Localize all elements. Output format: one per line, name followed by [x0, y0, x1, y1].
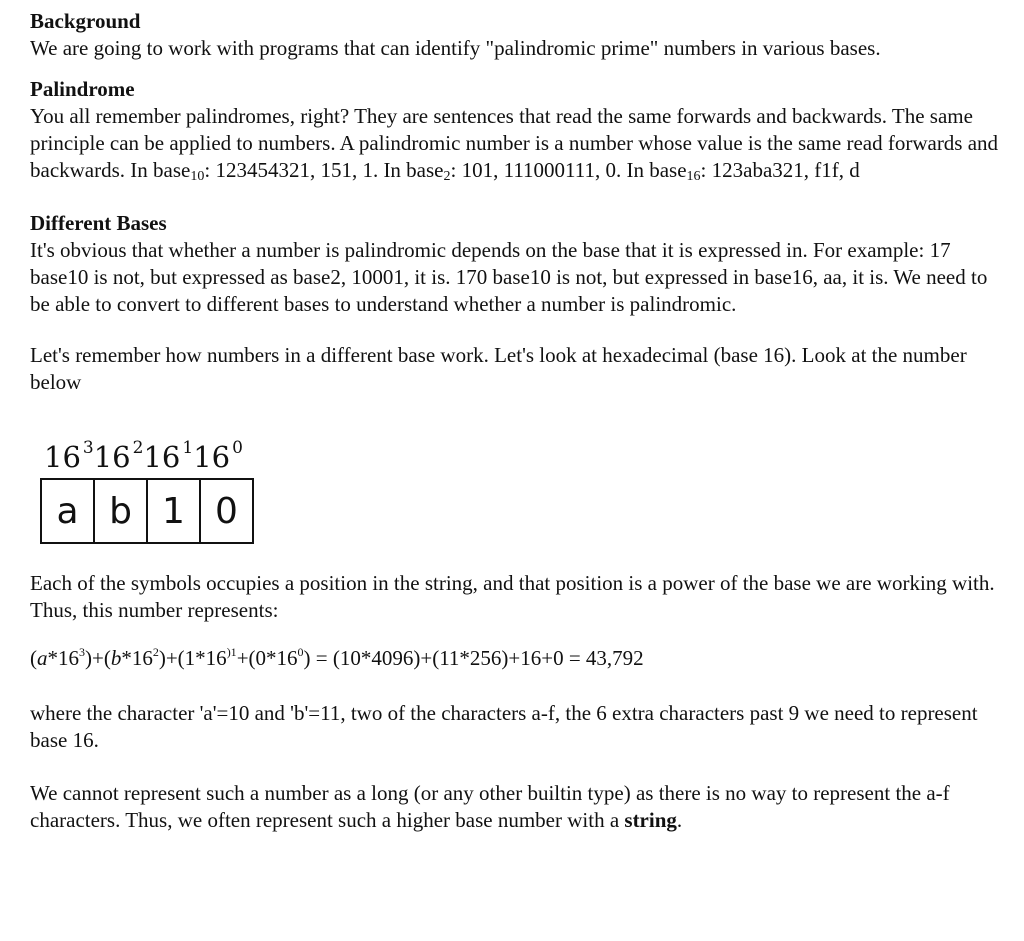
- cannot-text: We cannot represent such a number as a long (or any other builtin type) as there is no way to represent the a-f characters. Thus, we often represent such a higher base number with a: [30, 781, 950, 832]
- place-power-exponent: 2: [132, 438, 144, 458]
- background-text: We are going to work with programs that can identify "palindromic prime" numbers in various bases.: [30, 36, 881, 60]
- place-power-2: [94, 440, 144, 474]
- formula-part: )+(1*16: [158, 646, 227, 670]
- each-symbol-text: Each of the symbols occupies a position in the string, and that position is a power of the base we are working with. Thus, this number represents:: [30, 571, 995, 622]
- palindrome-text: [30, 103, 1010, 184]
- document-page: [30, 8, 1010, 834]
- formula-part: *16: [47, 646, 79, 670]
- formula-part: (: [30, 646, 37, 670]
- subscript-16: 16: [686, 169, 701, 184]
- palindrome-text-b: : 123454321, 151, 1. In base: [204, 158, 444, 182]
- place-power-base: 16: [93, 440, 131, 474]
- different-bases-heading: Different Bases: [30, 211, 167, 235]
- palindrome-text-a: You all remember palindromes, right? They are sentences that read the same forwards and backwards. The same principle can be applied to numbers. A palindromic number is a number whose value is the same read forwards and backwards. In base: [30, 104, 999, 182]
- cannot-represent-text: [30, 780, 1010, 834]
- place-power-base: 16: [193, 440, 231, 474]
- formula-var-b: b: [110, 646, 122, 670]
- string-keyword: string: [624, 808, 677, 832]
- different-bases-text: It's obvious that whether a number is palindromic depends on the base that it is expressed in. For example: 17 base10 is not, but expressed as base2, 10001, it is. 170 base10 is not, but expressed in base16, aa, it is. We need to be able to convert to different bases to understand whether a number is palindromic.: [30, 238, 988, 316]
- place-power-base: 16: [143, 440, 181, 474]
- hex-digit-boxes: [40, 478, 254, 544]
- place-power-0: [193, 440, 243, 474]
- formula-exponent: 0: [297, 645, 304, 659]
- subscript-2: 2: [443, 169, 451, 184]
- place-power-1: [143, 440, 193, 474]
- formula-exponent: 2: [152, 645, 159, 659]
- formula-var-a: a: [37, 646, 48, 670]
- hex-digit-box: 1: [148, 478, 201, 544]
- place-power-exponent: 0: [232, 438, 243, 458]
- place-value-powers: [44, 440, 243, 474]
- palindrome-text-c: : 101, 111000111, 0. In base: [450, 158, 687, 182]
- subscript-10: 10: [190, 169, 205, 184]
- place-power-exponent: 3: [82, 438, 94, 458]
- place-power-3: [44, 440, 94, 474]
- background-heading: Background: [30, 9, 141, 33]
- place-power-base: 16: [44, 440, 81, 474]
- section-palindrome: [30, 76, 1010, 184]
- remember-text: Let's remember how numbers in a different base work. Let's look at hexadecimal (base 16). Look at the number below: [30, 343, 967, 394]
- formula-part: )+(: [85, 646, 111, 670]
- formula-exponent: 3: [79, 645, 85, 659]
- palindrome-text-d: : 123aba321, f1f, d: [700, 158, 860, 182]
- palindrome-heading: Palindrome: [30, 77, 135, 101]
- hex-place-value-diagram: [30, 434, 1010, 552]
- cannot-end: .: [676, 808, 683, 832]
- hex-digit-box: 0: [201, 478, 254, 544]
- formula-part: +(0*16: [236, 646, 298, 670]
- formula-exponent: )1: [226, 645, 237, 659]
- place-power-exponent: 1: [182, 438, 194, 458]
- expansion-formula: [30, 645, 1010, 672]
- formula-part: ) = (10*4096)+(11*256)+16+0 = 43,792: [303, 646, 644, 670]
- hex-digit-box: a: [42, 478, 95, 544]
- section-different-bases: [30, 210, 1010, 396]
- where-text: where the character 'a'=10 and 'b'=11, two of the characters a-f, the 6 extra characters past 9 we need to represent base 16.: [30, 701, 978, 752]
- section-background: [30, 8, 1010, 62]
- hex-digit-box: b: [95, 478, 148, 544]
- formula-part: *16: [121, 646, 153, 670]
